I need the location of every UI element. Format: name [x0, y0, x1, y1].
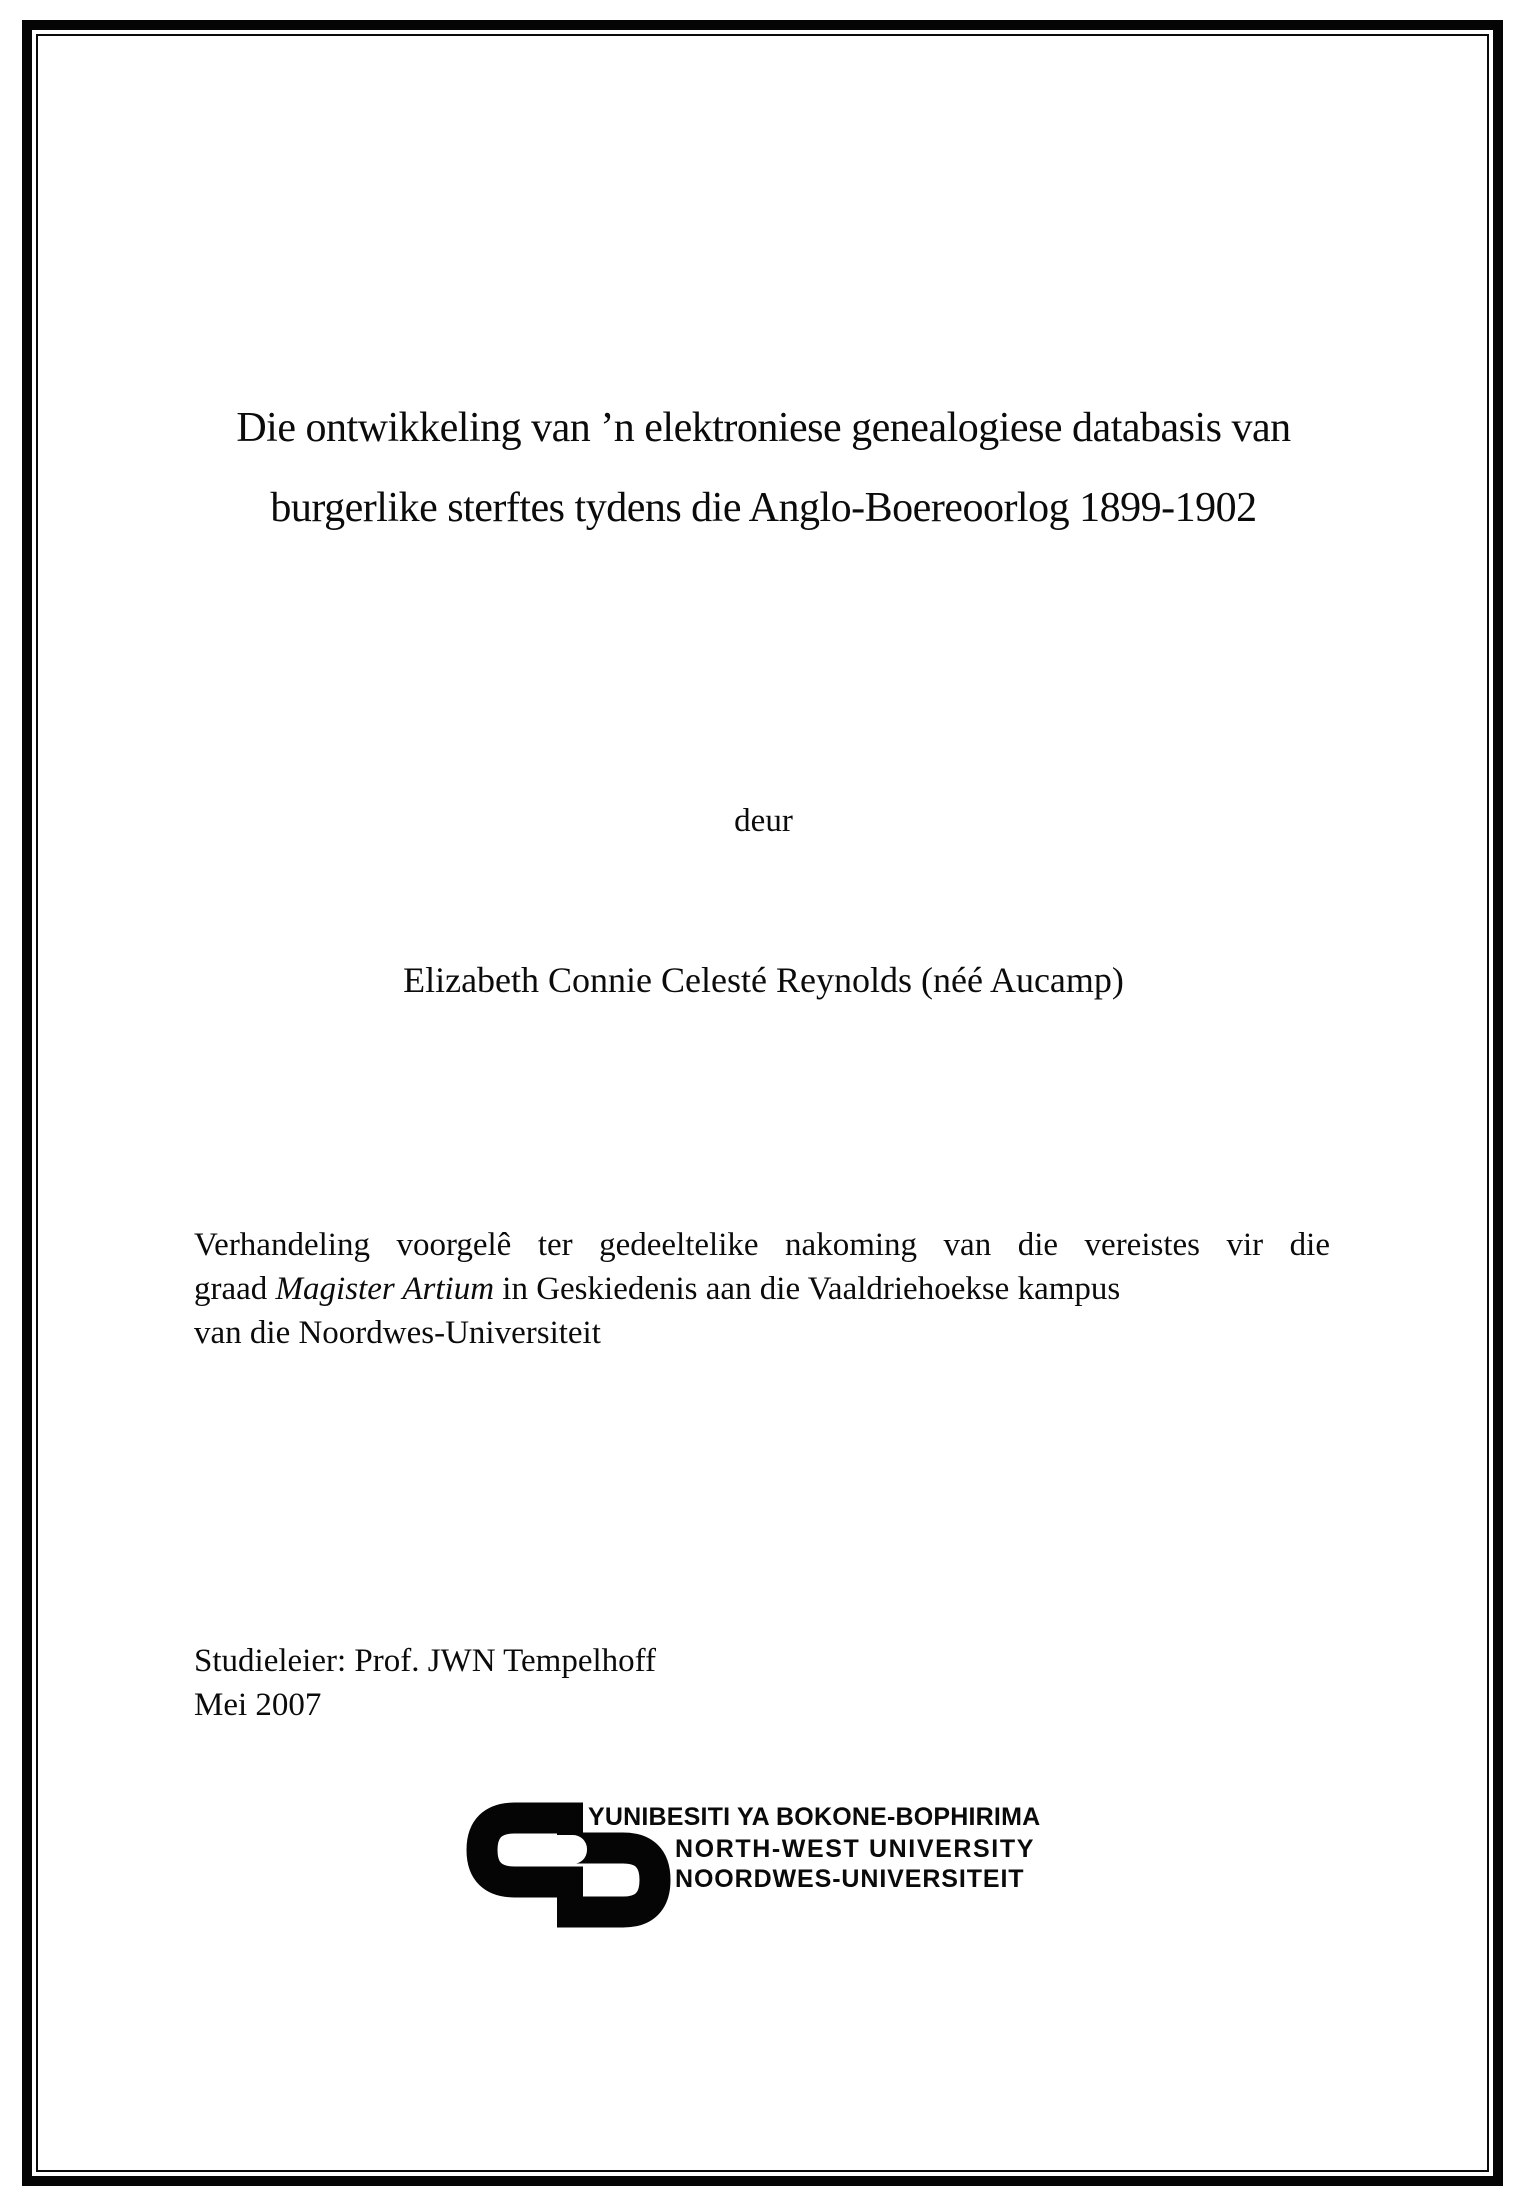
university-logo	[465, 1796, 1105, 1941]
thesis-title-line2: burgerlike sterftes tydens die Anglo-Boereoorlog 1899-1902	[270, 485, 1257, 531]
description-line2	[194, 1267, 1330, 1311]
date-line: Mei 2007	[194, 1687, 322, 1723]
thesis-description	[194, 1223, 1330, 1355]
description-line3: van die Noordwes-Universiteit	[194, 1315, 601, 1351]
credits-block	[194, 1639, 656, 1727]
author-name: Elizabeth Connie Celesté Reynolds (néé Aucamp)	[403, 960, 1124, 1000]
supervisor-line: Studieleier: Prof. JWN Tempelhoff	[194, 1643, 657, 1679]
logo-text-english: NORTH-WEST UNIVERSITY	[675, 1835, 1035, 1863]
description-line1: Verhandeling voorgelê ter gedeeltelike nakoming van die vereistes vir die	[194, 1227, 1330, 1263]
thesis-title-line1: Die ontwikkeling van ’n elektroniese genealogiese databasis van	[236, 405, 1291, 451]
logo-text-setswana: YUNIBESITI YA BOKONE-BOPHIRIMA	[588, 1803, 1041, 1831]
thesis-title	[70, 388, 1457, 548]
logo-text-afrikaans: NOORDWES-UNIVERSITEIT	[675, 1865, 1025, 1893]
description-line2-post: in Geskiedenis aan die Vaaldriehoekse kampus	[494, 1271, 1121, 1307]
description-line2-pre: graad	[194, 1271, 276, 1307]
byline-label: deur	[734, 803, 793, 839]
degree-name: Magister Artium	[275, 1271, 495, 1307]
